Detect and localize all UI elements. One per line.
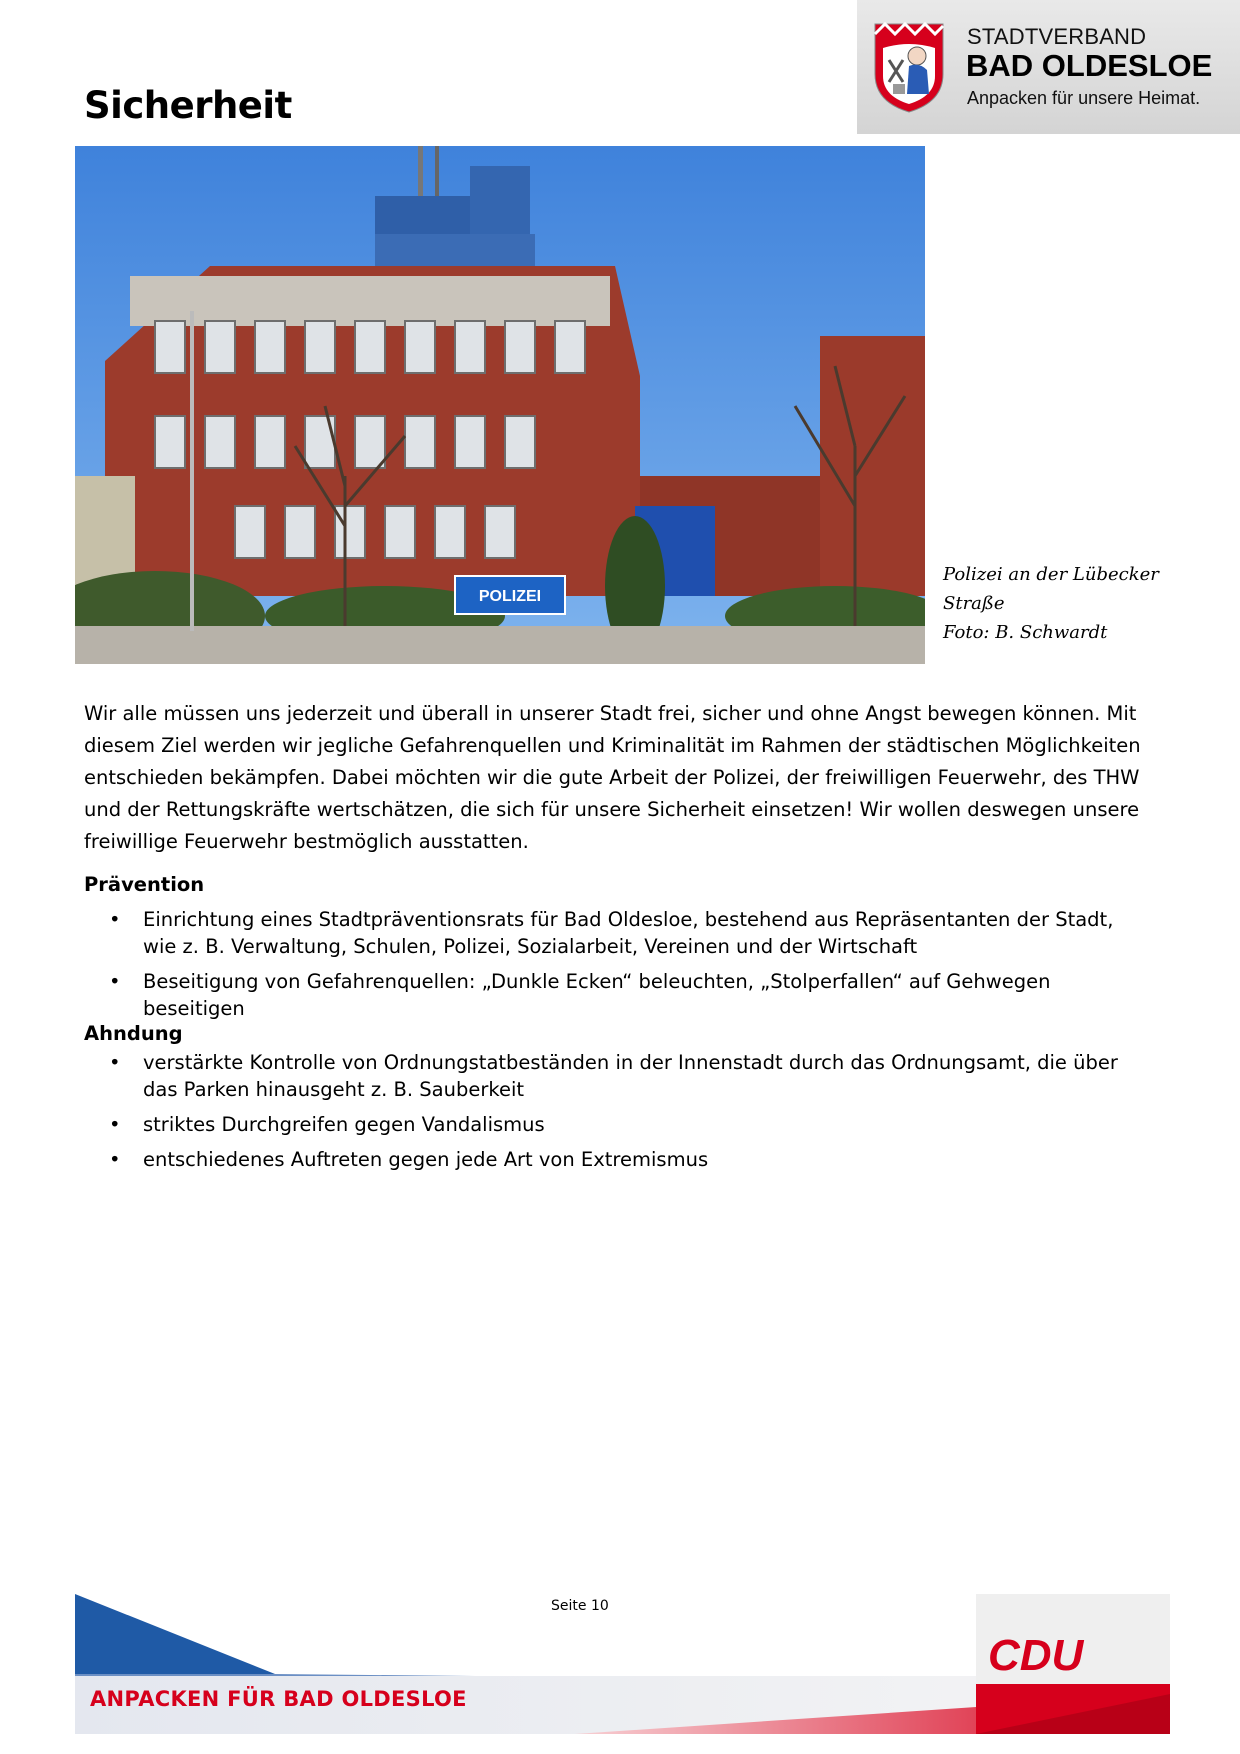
police-building-illustration bbox=[75, 146, 925, 664]
caption-line-1: Polizei an der Lübecker bbox=[943, 564, 1159, 585]
section-heading-ahndung: Ahndung bbox=[84, 1022, 183, 1045]
cdu-logo-text: CDU bbox=[988, 1631, 1084, 1680]
caption-line-2: Straße bbox=[943, 593, 1005, 614]
page-number: Seite 10 bbox=[551, 1598, 609, 1614]
list-item: • entschiedenes Auftreten gegen jede Art von Extremismus bbox=[109, 1148, 709, 1171]
footer-slogan: ANPACKEN FÜR BAD OLDESLOE bbox=[90, 1687, 467, 1711]
cdu-logo bbox=[976, 1594, 1170, 1734]
polizei-sign-label: POLIZEI bbox=[478, 588, 542, 605]
list-item: • striktes Durchgreifen gegen Vandalismus bbox=[109, 1113, 545, 1136]
bullet-icon: • bbox=[109, 908, 121, 931]
caption-line-3: Foto: B. Schwardt bbox=[943, 622, 1108, 643]
city-coat-of-arms-icon bbox=[873, 22, 945, 114]
page-title: Sicherheit bbox=[84, 84, 292, 127]
section-heading-praevention: Prävention bbox=[84, 873, 205, 896]
bullet-icon: • bbox=[109, 1113, 121, 1136]
praevention-list bbox=[84, 906, 1144, 1030]
bullet-icon: • bbox=[109, 1051, 121, 1074]
party-header-badge bbox=[857, 0, 1240, 134]
ahndung-list bbox=[84, 1049, 1144, 1181]
police-station-photo bbox=[75, 146, 925, 664]
badge-line-slogan: Anpacken für unsere Heimat. bbox=[967, 88, 1201, 108]
list-item: • Beseitigung von Gefahrenquellen: „Dunkle Ecken“ beleuchten, „Stolperfallen“ auf Gehwegen beseitigen bbox=[109, 970, 1051, 1020]
badge-line-stadtverband: STADTVERBAND bbox=[967, 24, 1147, 49]
badge-line-city: BAD OLDESLOE bbox=[966, 48, 1213, 83]
list-item: • verstärkte Kontrolle von Ordnungstatbeständen in der Innenstadt durch das Ordnungsamt, die über das Parken hinausgeht z. B. Sauberkeit bbox=[109, 1051, 1118, 1101]
intro-paragraph: Wir alle müssen uns jederzeit und überall in unserer Stadt frei, sicher und ohne Angst bewegen können. Mit diesem Ziel werden wir jegliche Gefahrenquellen und Kriminalität im Rahmen der städtischen Möglichkeiten entschieden bekämpfen. Dabei möchten wir die gute Arbeit der Polizei, der freiwilligen Feuerwehr, des THW und der Rettungskräfte wertschätzen, die sich für unsere Sicherheit einsetzen! Wir wollen deswegen unsere freiwillige Feuerwehr bestmöglich ausstatten. bbox=[84, 702, 1141, 853]
bullet-icon: • bbox=[109, 970, 121, 993]
list-item: • Einrichtung eines Stadtpräventionsrats für Bad Oldesloe, bestehend aus Repräsentanten der Stadt, wie z. B. Verwaltung, Schulen, Polizei, Sozialarbeit, Vereinen und der Wirtschaft bbox=[109, 908, 1114, 958]
photo-caption bbox=[943, 560, 1159, 647]
bullet-icon: • bbox=[109, 1148, 121, 1171]
